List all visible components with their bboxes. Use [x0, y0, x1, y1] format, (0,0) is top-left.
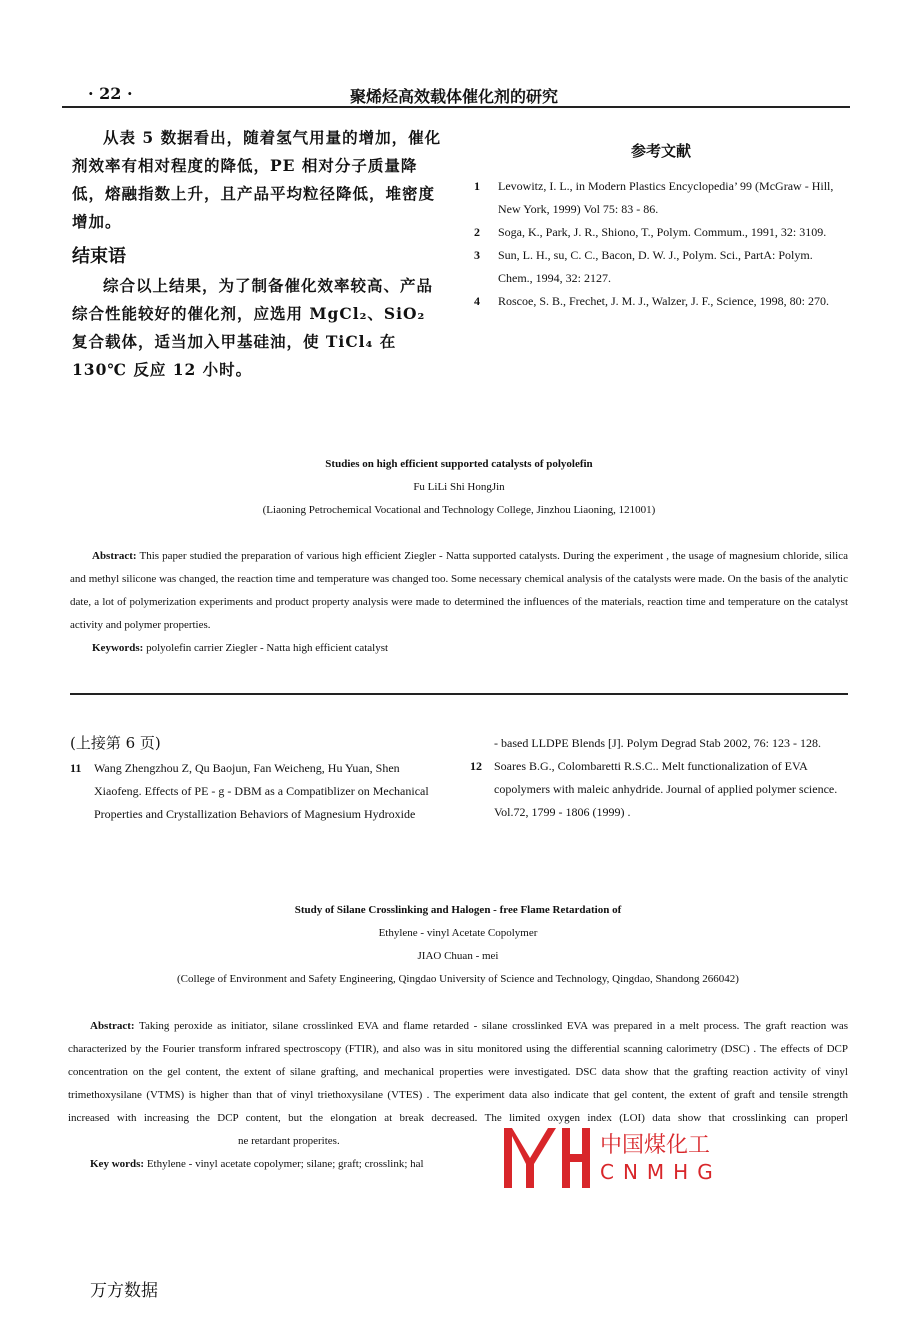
keywords-label: Keywords:: [92, 642, 144, 654]
abstract-affiliation: (Liaoning Petrochemical Vocational and Technology College, Jinzhou Liaoning, 121001): [262, 504, 656, 516]
abstract-text: This paper studied the preparation of various high efficient Ziegler - Natta supported catalysts. During the experiment , the usage of magnesium chloride, silica and methyl silicone was changed, the reaction time and temperature was changed too. Some necessary chemical analysis of the catalysts were made. On the basis of the analytic date, a lot of polymerization experiments and product property analysis were made to determined the influences of the materials, reaction time and temperature on the catalyst activity and polymer properties.: [70, 550, 848, 631]
watermark-text-en: CNMHG: [600, 1160, 722, 1184]
continued-left: [70, 732, 446, 826]
reference-item: [474, 221, 848, 244]
keywords: [70, 637, 848, 660]
reference-text: Wang Zhengzhou Z, Qu Baojun, Fan Weicheng, Hu Yuan, Shen Xiaofeng. Effects of PE - g - DBM as a Compatiblizer on Mechanical Properties and Crystallization Behaviors of Magnesium Hydroxide: [94, 761, 429, 821]
conclusion-paragraph: 从表 5 数据看出，随着氢气用量的增加，催化剂效率有相对程度的降低，PE 相对分子质量降低，熔融指数上升，且产品平均粒径降低，堆密度增加。: [72, 128, 442, 231]
reference-item: [470, 732, 848, 755]
abstract-affiliation: (College of Environment and Safety Engineering, Qingdao University of Science and Technology, Qingdao, Shandong 266042): [177, 973, 739, 985]
header-rule: [62, 106, 850, 108]
english-abstract-1: [70, 453, 848, 660]
abstract-label: Abstract:: [90, 1020, 135, 1032]
summary-paragraph: 综合以上结果，为了制备催化效率较高、产品综合性能较好的催化剂，应选用 MgCl₂、SiO₂ 复合载体，适当加入甲基硅油，使 TiCl₄ 在 130℃ 反应 12 小时。: [72, 276, 434, 379]
keywords-text: Ethylene - vinyl acetate copolymer; silane; graft; crosslink; hal: [146, 1158, 424, 1170]
english-abstract-2: [68, 899, 848, 1176]
reference-text: Sun, L. H., su, C. C., Bacon, D. W. J., Polym. Sci., PartA: Polym. Chem., 1994, 32: 2127.: [498, 248, 813, 285]
abstract-body: [68, 1015, 848, 1153]
abstract-tail: ne retardant properites.: [238, 1135, 340, 1147]
abstract-label: Abstract:: [92, 550, 137, 562]
reference-text: - based LLDPE Blends [J]. Polym Degrad Stab 2002, 76: 123 - 128.: [494, 736, 821, 750]
reference-number: 1: [474, 179, 480, 193]
reference-item: [474, 175, 848, 221]
left-column: [72, 124, 442, 384]
continued-right: [470, 732, 848, 824]
reference-item: [70, 757, 446, 826]
abstract-body: [70, 545, 848, 637]
abstract-authors: JIAO Chuan - mei: [417, 950, 499, 962]
references-heading: 参考文献: [630, 142, 691, 160]
keywords: [68, 1153, 848, 1176]
running-title: 聚烯烃高效载体催化剂的研究: [350, 87, 559, 106]
reference-number: 3: [474, 248, 480, 262]
watermark-text-cn: 中国煤化工: [600, 1128, 710, 1159]
reference-item: [474, 290, 848, 313]
reference-number: 2: [474, 225, 480, 239]
page-number: · 22 ·: [88, 84, 133, 103]
abstract-title: Study of Silane Crosslinking and Halogen - free Flame Retardation of: [294, 904, 622, 916]
abstract-authors: Fu LiLi Shi HongJin: [413, 481, 505, 493]
reference-text: Soga, K., Park, J. R., Shiono, T., Polym. Commum., 1991, 32: 3109.: [498, 225, 827, 239]
section-heading: 结束语: [72, 246, 126, 267]
reference-number: 11: [70, 761, 82, 775]
references-section: [474, 140, 848, 313]
reference-number: 4: [474, 294, 480, 308]
watermark-logo-icon: [500, 1128, 590, 1188]
footer-source: 万方数据: [90, 1281, 158, 1301]
continued-label: (上接第 6 页): [70, 734, 161, 752]
abstract-text: Taking peroxide as initiator, silane crosslinked EVA and flame retarded - silane crosslinked EVA was prepared in a melt process. The graft reaction was characterized by the Fourier transform infrared spectroscopy (FTIR), and also was in situ monitored using the differential scanning calorimetry (DSC) . The effects of DCP concentration on the gel content, the extent of silane grafting, and mechanical properties were investigated. DSC data show that the grafting reaction activity of vinyl trimethoxysilane (VTMS) is higher than that of vinyl triethoxysilane (VTES) . The experiment data also indicate that gel content, the extent of graft and tensile strength increased with increasing the DCP content, but the elongation at break decreased. The limited oxygen index (LOI) data show that crosslinking can properl: [68, 1020, 848, 1124]
keywords-text: polyolefin carrier Ziegler - Natta high efficient catalyst: [146, 642, 389, 654]
reference-number: 12: [470, 759, 482, 773]
reference-item: [470, 755, 848, 824]
keywords-label: Key words:: [90, 1158, 145, 1170]
abstract-subtitle: Ethylene - vinyl Acetate Copolymer: [378, 927, 538, 939]
abstract-title: Studies on high efficient supported catalysts of polyolefin: [325, 458, 593, 470]
reference-text: Levowitz, I. L., in Modern Plastics Encyclopedia’ 99 (McGraw - Hill, New York, 1999) Vol 75: 83 - 86.: [498, 179, 834, 216]
reference-text: Roscoe, S. B., Frechet, J. M. J., Walzer, J. F., Science, 1998, 80: 270.: [498, 294, 830, 308]
section-divider: [70, 693, 848, 695]
reference-item: [474, 244, 848, 290]
reference-text: Soares B.G., Colombaretti R.S.C.. Melt functionalization of EVA copolymers with maleic anhydride. Journal of applied polymer science. Vol.72, 1799 - 1806 (1999) .: [494, 759, 838, 819]
